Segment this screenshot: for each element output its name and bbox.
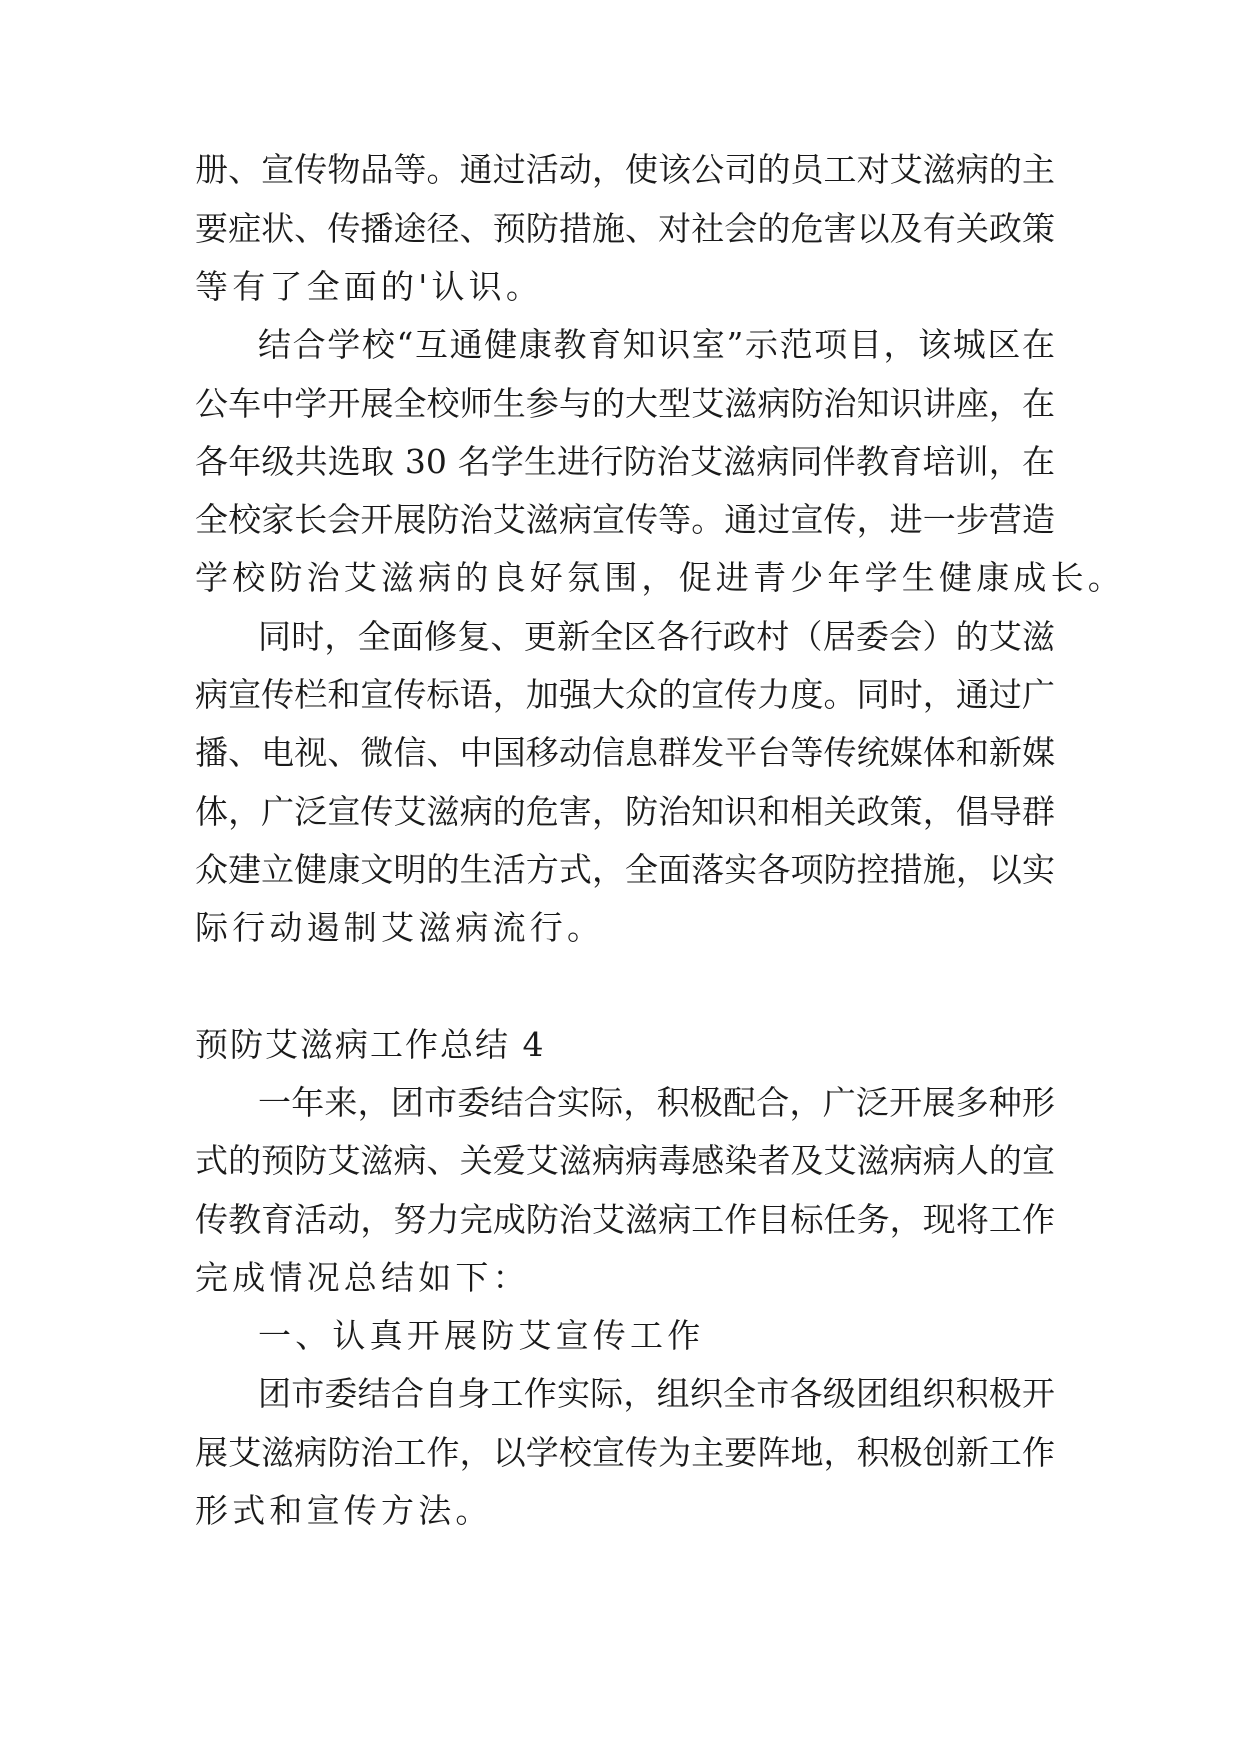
paragraph-line: 众建立健康文明的生活方式，全面落实各项防控措施，以实 <box>195 850 1055 889</box>
paragraph-line: 同时，全面修复、更新全区各行政村（居委会）的艾滋 <box>258 617 1055 656</box>
paragraph-line: 传教育活动，努力完成防治艾滋病工作目标任务，现将工作 <box>195 1200 1055 1239</box>
paragraph-line: 等有了全面的'认识。 <box>195 267 544 306</box>
paragraph-line: 团市委结合自身工作实际，组织全市各级团组织积极开 <box>258 1374 1055 1413</box>
paragraph-line: 学校防治艾滋病的良好氛围，促进青少年学生健康成长。 <box>195 558 1125 597</box>
paragraph-line: 一年来，团市委结合实际，积极配合，广泛开展多种形 <box>258 1083 1055 1122</box>
paragraph-line: 全校家长会开展防治艾滋病宣传等。通过宣传，进一步营造 <box>195 500 1055 539</box>
paragraph-line: 式的预防艾滋病、关爱艾滋病病毒感染者及艾滋病病人的宣 <box>195 1141 1055 1180</box>
paragraph-line: 体，广泛宣传艾滋病的危害，防治知识和相关政策，倡导群 <box>195 792 1055 831</box>
subsection-heading: 一、认真开展防艾宣传工作 <box>258 1316 705 1355</box>
paragraph-line: 完成情况总结如下： <box>195 1258 530 1297</box>
section-heading: 预防艾滋病工作总结 4 <box>195 1025 546 1064</box>
paragraph-line: 播、电视、微信、中国移动信息群发平台等传统媒体和新媒 <box>195 733 1055 772</box>
paragraph-line: 病宣传栏和宣传标语，加强大众的宣传力度。同时，通过广 <box>195 675 1055 714</box>
paragraph-line: 际行动遏制艾滋病流行。 <box>195 908 605 947</box>
paragraph-line: 公车中学开展全校师生参与的大型艾滋病防治知识讲座，在 <box>195 384 1055 423</box>
paragraph-line: 册、宣传物品等。通过活动，使该公司的员工对艾滋病的主 <box>195 150 1055 189</box>
paragraph-line: 结合学校“互通健康教育知识室”示范项目，该城区在 <box>258 325 1055 364</box>
paragraph-line: 展艾滋病防治工作，以学校宣传为主要阵地，积极创新工作 <box>195 1433 1055 1472</box>
paragraph-line: 形式和宣传方法。 <box>195 1491 493 1530</box>
paragraph-line: 要症状、传播途径、预防措施、对社会的危害以及有关政策 <box>195 209 1055 248</box>
paragraph-line: 各年级共选取 30 名学生进行防治艾滋病同伴教育培训，在 <box>195 442 1055 481</box>
